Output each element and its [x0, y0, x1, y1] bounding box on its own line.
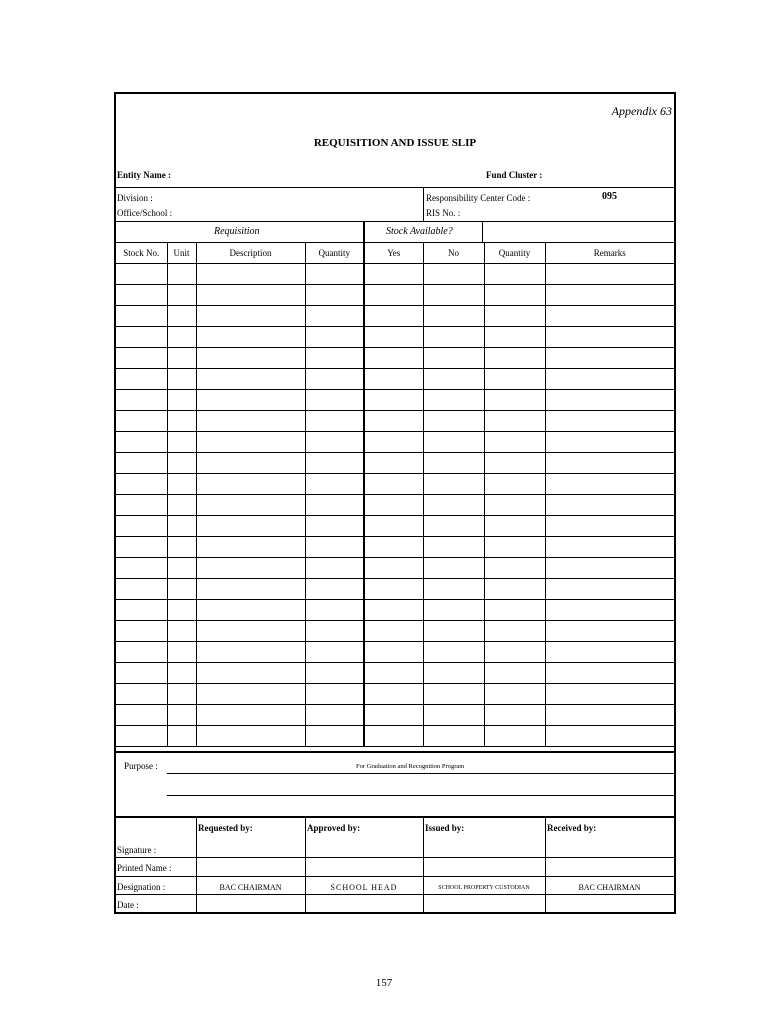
table-cell[interactable] [484, 600, 545, 621]
table-cell[interactable] [364, 579, 423, 600]
divider [116, 876, 674, 877]
table-cell[interactable] [364, 516, 423, 537]
divider [423, 187, 424, 221]
table-cell[interactable] [196, 306, 305, 327]
table-cell[interactable] [305, 600, 364, 621]
table-cell[interactable] [484, 705, 545, 726]
requested-by-header: Requested by: [198, 823, 253, 833]
purpose-label: Purpose : [124, 761, 158, 771]
table-cell[interactable] [484, 390, 545, 411]
table-cell[interactable] [484, 726, 545, 747]
table-cell[interactable] [545, 705, 674, 726]
table-cell[interactable] [305, 327, 364, 348]
divider [116, 221, 674, 222]
table-cell[interactable] [305, 495, 364, 516]
table-cell[interactable] [305, 369, 364, 390]
table-cell[interactable] [423, 642, 484, 663]
table-cell[interactable] [423, 705, 484, 726]
table-cell[interactable] [305, 621, 364, 642]
table-cell[interactable] [423, 516, 484, 537]
table-cell[interactable] [167, 621, 196, 642]
table-cell[interactable] [305, 642, 364, 663]
table-row [116, 516, 674, 537]
table-cell[interactable] [116, 516, 167, 537]
table-cell[interactable] [423, 663, 484, 684]
table-cell[interactable] [423, 600, 484, 621]
table-cell[interactable] [364, 327, 423, 348]
divider [482, 221, 483, 243]
table-cell[interactable] [545, 558, 674, 579]
table-cell[interactable] [423, 474, 484, 495]
requisition-form [114, 92, 676, 914]
table-cell[interactable] [305, 579, 364, 600]
table-row [116, 411, 674, 432]
table-cell[interactable] [116, 663, 167, 684]
table-cell[interactable] [364, 684, 423, 705]
table-cell[interactable] [167, 495, 196, 516]
table-row [116, 264, 674, 285]
table-cell[interactable] [545, 495, 674, 516]
table-cell[interactable] [545, 348, 674, 369]
table-cell[interactable] [305, 453, 364, 474]
table-cell[interactable] [545, 390, 674, 411]
table-cell[interactable] [196, 537, 305, 558]
table-cell[interactable] [196, 621, 305, 642]
table-cell[interactable] [167, 558, 196, 579]
table-cell[interactable] [364, 621, 423, 642]
table-cell[interactable] [167, 663, 196, 684]
ris-no-label: RIS No. : [426, 208, 461, 218]
stock-available-section: Stock Available? [386, 226, 453, 237]
table-cell[interactable] [545, 285, 674, 306]
table-row [116, 621, 674, 642]
table-cell[interactable] [484, 663, 545, 684]
table-cell[interactable] [364, 726, 423, 747]
entity-name-label: Entity Name : [117, 170, 171, 180]
table-cell[interactable] [484, 432, 545, 453]
table-cell[interactable] [545, 516, 674, 537]
purpose-line [167, 795, 674, 796]
purpose-value: For Graduation and Recognition Program [356, 763, 465, 770]
table-cell[interactable] [116, 411, 167, 432]
table-cell[interactable] [167, 390, 196, 411]
table-cell[interactable] [196, 348, 305, 369]
table-cell[interactable] [484, 621, 545, 642]
table-cell[interactable] [116, 327, 167, 348]
table-cell[interactable] [364, 558, 423, 579]
table-cell[interactable] [167, 327, 196, 348]
table-row [116, 327, 674, 348]
table-cell[interactable] [364, 537, 423, 558]
table-cell[interactable] [167, 642, 196, 663]
table-cell[interactable] [167, 705, 196, 726]
date-label: Date : [117, 900, 139, 910]
table-cell[interactable] [116, 432, 167, 453]
table-cell[interactable] [545, 600, 674, 621]
table-row [116, 684, 674, 705]
divider [196, 816, 197, 912]
printed-name-label: Printed Name : [117, 863, 172, 873]
table-cell[interactable] [196, 579, 305, 600]
divider [116, 857, 674, 858]
table-cell[interactable] [305, 726, 364, 747]
requisition-section: Requisition [214, 226, 260, 237]
table-cell[interactable] [364, 390, 423, 411]
table-cell[interactable] [116, 558, 167, 579]
divider [116, 894, 674, 895]
table-row [116, 726, 674, 747]
table-cell[interactable] [305, 432, 364, 453]
table-row [116, 474, 674, 495]
table-cell[interactable] [196, 726, 305, 747]
table-cell[interactable] [116, 495, 167, 516]
table-cell[interactable] [116, 600, 167, 621]
table-cell[interactable] [484, 684, 545, 705]
table-cell[interactable] [364, 432, 423, 453]
table-cell[interactable] [364, 474, 423, 495]
table-cell[interactable] [423, 495, 484, 516]
table-row [116, 663, 674, 684]
table-cell[interactable] [423, 369, 484, 390]
table-cell[interactable] [423, 558, 484, 579]
table-cell[interactable] [167, 537, 196, 558]
table-cell[interactable] [305, 663, 364, 684]
table-cell[interactable] [116, 264, 167, 285]
approved-by-header: Approved by: [307, 823, 361, 833]
table-cell[interactable] [484, 558, 545, 579]
purpose-line [167, 773, 674, 774]
table-cell[interactable] [196, 495, 305, 516]
divider [116, 816, 674, 818]
page-number: 157 [375, 977, 393, 989]
table-cell[interactable] [305, 285, 364, 306]
table-row [116, 579, 674, 600]
table-cell[interactable] [305, 684, 364, 705]
table-cell[interactable] [305, 474, 364, 495]
table-cell[interactable] [305, 516, 364, 537]
table-cell[interactable] [116, 348, 167, 369]
table-cell[interactable] [545, 432, 674, 453]
column-header: Remarks [545, 243, 674, 264]
table-cell[interactable] [364, 285, 423, 306]
table-cell[interactable] [116, 642, 167, 663]
divider [545, 816, 546, 912]
table-cell[interactable] [545, 663, 674, 684]
table-cell[interactable] [545, 726, 674, 747]
table-cell[interactable] [305, 348, 364, 369]
issued-by-header: Issued by: [425, 823, 465, 833]
table-cell[interactable] [484, 453, 545, 474]
table-cell[interactable] [545, 537, 674, 558]
table-cell[interactable] [545, 306, 674, 327]
table-cell[interactable] [167, 600, 196, 621]
designation-received: BAC CHAIRMAN [578, 883, 641, 892]
table-cell[interactable] [423, 327, 484, 348]
table-cell[interactable] [423, 453, 484, 474]
table-cell[interactable] [196, 474, 305, 495]
table-cell[interactable] [196, 642, 305, 663]
table-cell[interactable] [167, 684, 196, 705]
table-header-row [116, 243, 674, 264]
table-cell[interactable] [167, 432, 196, 453]
table-cell[interactable] [116, 705, 167, 726]
table-cell[interactable] [116, 369, 167, 390]
table-cell[interactable] [196, 411, 305, 432]
table-cell[interactable] [545, 579, 674, 600]
table-cell[interactable] [545, 264, 674, 285]
table-row [116, 453, 674, 474]
signature-label: Signature : [117, 845, 157, 855]
table-cell[interactable] [484, 369, 545, 390]
table-cell[interactable] [484, 411, 545, 432]
table-cell[interactable] [116, 390, 167, 411]
table-cell[interactable] [305, 558, 364, 579]
table-cell[interactable] [196, 369, 305, 390]
table-cell[interactable] [116, 537, 167, 558]
table-cell[interactable] [196, 684, 305, 705]
divider [116, 187, 674, 188]
received-by-header: Received by: [547, 823, 597, 833]
table-cell[interactable] [305, 264, 364, 285]
table-cell[interactable] [167, 306, 196, 327]
table-cell[interactable] [305, 537, 364, 558]
table-cell[interactable] [423, 579, 484, 600]
table-row [116, 348, 674, 369]
table-cell[interactable] [167, 348, 196, 369]
table-cell[interactable] [196, 390, 305, 411]
column-header: No [423, 243, 484, 264]
divider [305, 816, 306, 912]
divider [423, 816, 424, 912]
table-row [116, 537, 674, 558]
table-cell[interactable] [423, 348, 484, 369]
table-cell[interactable] [423, 726, 484, 747]
table-cell[interactable] [167, 411, 196, 432]
table-cell[interactable] [423, 411, 484, 432]
column-header: Unit [167, 243, 196, 264]
table-row [116, 642, 674, 663]
table-row [116, 306, 674, 327]
table-cell[interactable] [545, 411, 674, 432]
table-row [116, 495, 674, 516]
table-cell[interactable] [423, 537, 484, 558]
table-cell[interactable] [116, 453, 167, 474]
table-cell[interactable] [196, 453, 305, 474]
table-cell[interactable] [484, 285, 545, 306]
table-cell[interactable] [196, 516, 305, 537]
table-row [116, 600, 674, 621]
table-cell[interactable] [484, 327, 545, 348]
table-cell[interactable] [116, 684, 167, 705]
table-cell[interactable] [364, 453, 423, 474]
items-table [116, 243, 674, 747]
designation-requested: BAC CHAIRMAN [219, 883, 282, 892]
table-cell[interactable] [167, 726, 196, 747]
table-cell[interactable] [364, 705, 423, 726]
table-cell[interactable] [305, 705, 364, 726]
table-cell[interactable] [116, 474, 167, 495]
table-cell[interactable] [167, 453, 196, 474]
table-cell[interactable] [116, 726, 167, 747]
table-cell[interactable] [305, 306, 364, 327]
table-cell[interactable] [423, 432, 484, 453]
table-row [116, 285, 674, 306]
table-cell[interactable] [423, 684, 484, 705]
divider [116, 751, 674, 753]
table-cell[interactable] [196, 264, 305, 285]
table-cell[interactable] [167, 474, 196, 495]
column-header: Stock No. [116, 243, 167, 264]
designation-approved: SCHOOL HEAD [330, 883, 398, 892]
table-cell[interactable] [484, 642, 545, 663]
table-cell[interactable] [116, 285, 167, 306]
table-row [116, 390, 674, 411]
table-cell[interactable] [484, 516, 545, 537]
table-cell[interactable] [423, 621, 484, 642]
table-cell[interactable] [196, 432, 305, 453]
table-cell[interactable] [364, 495, 423, 516]
form-title: REQUISITION AND ISSUE SLIP [313, 137, 477, 149]
table-cell[interactable] [364, 663, 423, 684]
table-cell[interactable] [364, 306, 423, 327]
table-cell[interactable] [423, 264, 484, 285]
table-cell[interactable] [196, 327, 305, 348]
table-cell[interactable] [545, 621, 674, 642]
table-cell[interactable] [484, 579, 545, 600]
table-cell[interactable] [545, 642, 674, 663]
rcc-label: Responsibility Center Code : [426, 193, 531, 203]
table-cell[interactable] [364, 264, 423, 285]
table-cell[interactable] [545, 684, 674, 705]
column-header: Quantity [305, 243, 364, 264]
table-row [116, 432, 674, 453]
divider [363, 221, 365, 243]
column-header: Yes [364, 243, 423, 264]
table-cell[interactable] [196, 705, 305, 726]
table-cell[interactable] [116, 306, 167, 327]
table-row [116, 705, 674, 726]
table-cell[interactable] [196, 558, 305, 579]
table-cell[interactable] [484, 537, 545, 558]
fund-cluster-label: Fund Cluster : [486, 170, 543, 180]
table-cell[interactable] [167, 579, 196, 600]
designation-label: Designation : [117, 882, 166, 892]
office-school-label: Office/School : [117, 208, 173, 218]
table-cell[interactable] [167, 264, 196, 285]
table-cell[interactable] [484, 264, 545, 285]
table-row [116, 558, 674, 579]
table-cell[interactable] [167, 285, 196, 306]
table-cell[interactable] [545, 327, 674, 348]
division-label: Division : [117, 193, 153, 203]
table-cell[interactable] [364, 348, 423, 369]
table-cell[interactable] [196, 285, 305, 306]
table-cell[interactable] [116, 621, 167, 642]
table-cell[interactable] [545, 474, 674, 495]
table-cell[interactable] [364, 369, 423, 390]
table-cell[interactable] [116, 579, 167, 600]
table-cell[interactable] [196, 600, 305, 621]
table-cell[interactable] [545, 453, 674, 474]
table-cell[interactable] [364, 411, 423, 432]
table-cell[interactable] [423, 306, 484, 327]
table-cell[interactable] [484, 474, 545, 495]
designation-issued: SCHOOL PROPERTY CUSTODIAN [438, 885, 530, 891]
table-cell[interactable] [167, 516, 196, 537]
appendix-label: Appendix 63 [611, 104, 672, 118]
table-cell[interactable] [305, 390, 364, 411]
table-cell[interactable] [364, 642, 423, 663]
table-cell[interactable] [423, 390, 484, 411]
table-cell[interactable] [167, 369, 196, 390]
table-cell[interactable] [423, 285, 484, 306]
column-header: Quantity [484, 243, 545, 264]
table-cell[interactable] [305, 411, 364, 432]
table-cell[interactable] [545, 369, 674, 390]
table-cell[interactable] [484, 306, 545, 327]
table-row [116, 369, 674, 390]
column-header: Description [196, 243, 305, 264]
table-cell[interactable] [484, 348, 545, 369]
table-cell[interactable] [364, 600, 423, 621]
rcc-value: 095 [602, 191, 617, 202]
table-cell[interactable] [196, 663, 305, 684]
table-cell[interactable] [484, 495, 545, 516]
